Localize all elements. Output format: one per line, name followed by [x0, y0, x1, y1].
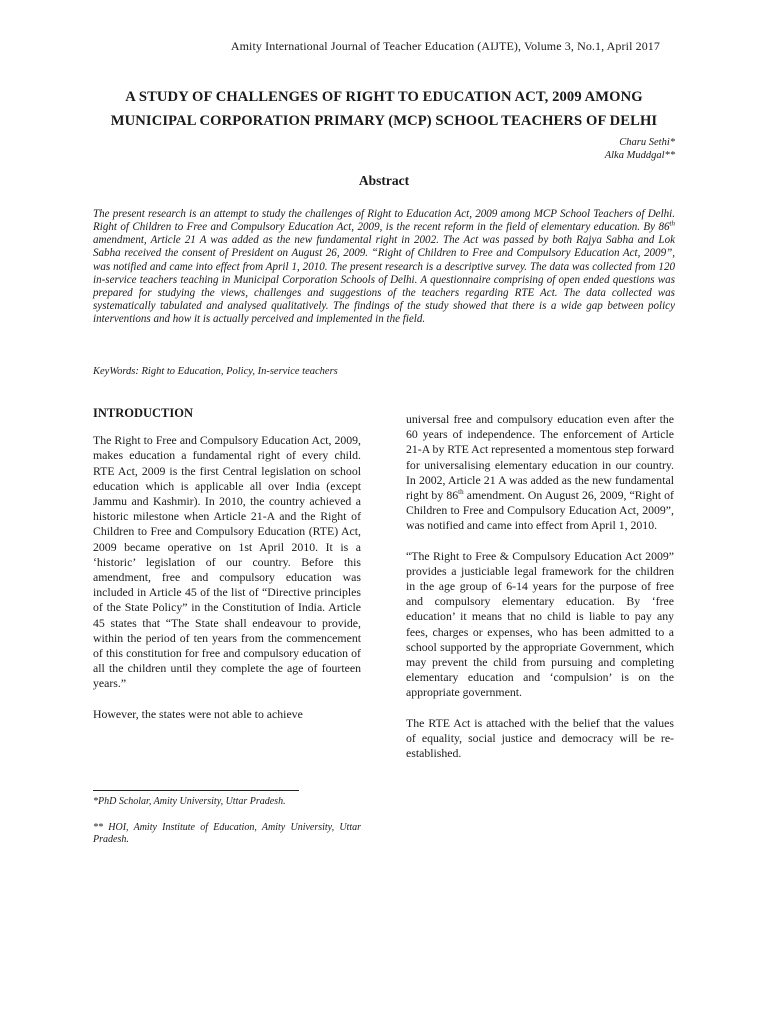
right-paragraph-3: The RTE Act is attached with the belief that the values of equality, social justice and democracy will be re-established.	[406, 715, 674, 761]
introduction-heading: INTRODUCTION	[93, 406, 194, 420]
abstract-text-1: The present research is an attempt to study the challenges of Right to Education Act, 2009 among MCP School Teachers of Delhi. Right of Children to Free and Compulsory Education Act, 2009, is the recent reform in the field of elementary education. By 86	[93, 208, 675, 234]
title-line-1: A STUDY OF CHALLENGES OF RIGHT TO EDUCATION ACT, 2009 AMONG	[125, 89, 643, 105]
journal-header: Amity International Journal of Teacher Education (AIJTE), Volume 3, No.1, April 2017	[230, 39, 660, 53]
footnote-divider	[93, 790, 299, 791]
footnote-2: ** HOI, Amity Institute of Education, Amity University, Uttar Pradesh.	[93, 822, 361, 846]
left-column	[93, 406, 361, 737]
right-paragraph-1-text-a: universal free and compulsory education even after the 60 years of independence. The enforcement of Article 21-A by RTE Act represented a momentous step forward for universalising elementary education in our country. In 2002, Article 21 A was added as the new fundamental right by 86	[406, 412, 674, 503]
paper-title	[60, 86, 708, 133]
footnote-1: *PhD Scholar, Amity University, Uttar Pradesh.	[93, 796, 286, 807]
keywords: KeyWords: Right to Education, Policy, In-service teachers	[93, 366, 338, 377]
right-paragraph-1	[406, 412, 674, 534]
abstract-text-2: amendment, Article 21 A was added as the new fundamental right in 2002. The Act was passed by both Rajya Sabha and Lok Sabha received the consent of President on August 26, 2009. “Right of Children to Free and Compulsory Education Act, 2009”, was notified and came into effect from April 1, 2010. The present research is a descriptive survey. The data was collected from 120 in-service teachers teaching in Municipal Corporation Schools of Delhi. A questionnaire comprising of open ended questions was prepared for studying the views, challenges and suggestions of the teachers regarding RTE Act. The data collected was systematically tabulated and analysed qualitatively. The findings of the study showed that there is a wide gap between policy interventions and how it is actually perceived and implemented in the field.	[93, 234, 675, 326]
abstract-body	[93, 208, 675, 326]
right-column	[406, 412, 674, 776]
intro-paragraph-1: The Right to Free and Compulsory Education Act, 2009, makes education a fundamental right of every child. RTE Act, 2009 is the first Central legislation on school education which is applicable all over India (except Jammu and Kashmir). In 2010, the country achieved a historic milestone when Article 21-A and the Right of Children to Free and Compulsory Education (RTE) Act, 2009 became operative on 1st April 2010. It is a ‘historic’ legislation of our country. Before this amendment, free and compulsory education was included in Article 45 of the list of “Directive principles of the State Policy” in the Constitution of India. Article 45 states that “The State shall endeavour to provide, within the period of ten years from the commencement of this constitution for free and compulsory education of all the children until they complete the age of fourteen years.”	[93, 433, 361, 691]
title-line-2: MUNICIPAL CORPORATION PRIMARY (MCP) SCHOOL TEACHERS OF DELHI	[110, 112, 658, 129]
abstract-superscript: th	[669, 219, 675, 228]
author-2: Alka Muddgal**	[604, 150, 675, 161]
abstract-heading: Abstract	[358, 173, 410, 188]
author-1: Charu Sethi*	[619, 137, 675, 148]
intro-paragraph-2: However, the states were not able to achieve	[93, 706, 303, 721]
right-paragraph-2: “The Right to Free & Compulsory Education Act 2009” provides a justiciable legal framework for the children in the age group of 6-14 years for the purpose of free and compulsory elementary education. By ‘free education’ it means that no child is liable to pay any fees, charges or expenses, who has been admitted to a school supported by the appropriate Government, which may prevent the child from pursuing and completing elementary education and ‘compulsion’ is on the appropriate government.	[406, 548, 674, 700]
right-paragraph-1-text-b: amendment. On August 26, 2009, “Right of Children to Free and Compulsory Education Act, 2009”, was notified and came into effect from April 1, 2010.	[406, 488, 674, 533]
right-paragraph-1-superscript: th	[458, 488, 464, 497]
